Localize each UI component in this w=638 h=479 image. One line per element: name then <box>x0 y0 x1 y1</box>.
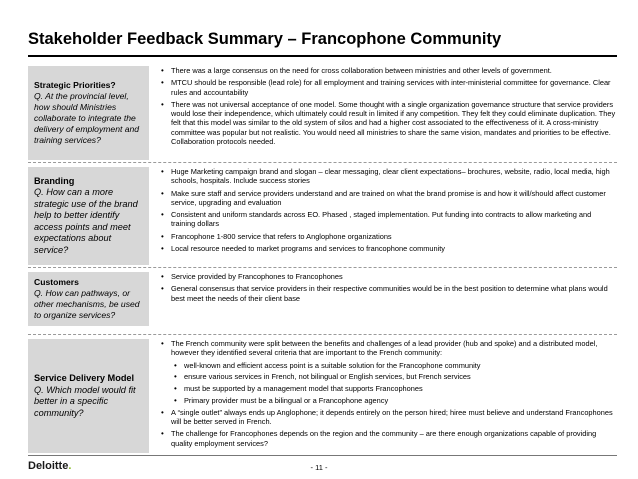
logo-text: Deloitte <box>28 460 69 472</box>
section-label-question: Q. How can a more strategic use of the brand help to better identify access points and meet expectations about service? <box>34 187 138 255</box>
section-divider <box>28 162 617 163</box>
sub-bullet-item: • well-known and efficient access point is a suitable solution for the Francophone community <box>158 361 617 370</box>
bullet-item: • General consensus that service providers in their respective communities would be in the best position to determine what plans would best meet the needs of their client base <box>158 284 617 303</box>
bullet-item: • A “single outlet” always ends up Anglophone; it depends entirely on the person hired; hiree must believe and understand Francophones will be better served in French. <box>158 408 617 427</box>
section-label-question: Q. How can pathways, or other mechanisms, be used to organize services? <box>34 288 140 320</box>
section-label-title: Branding <box>34 175 75 186</box>
sub-bullet-item: • Primary provider must be a bilingual or a Francophone agency <box>158 396 617 405</box>
logo-dot: . <box>68 460 72 472</box>
section-label-title: Service Delivery Model <box>34 373 135 383</box>
section-label-question: Q. At the provincial level, how should Ministries collaborate to integrate the delivery of employment and training services? <box>34 91 140 145</box>
section-label-box <box>28 272 149 326</box>
section-divider <box>28 334 617 335</box>
section-content <box>158 272 617 306</box>
bullet-item: • Local resource needed to market programs and services to francophone community <box>158 244 617 253</box>
section-label-box <box>28 339 149 453</box>
section-label-title: Customers <box>34 277 79 287</box>
bullet-item: • MTCU should be responsible (lead role) for all employment and training services with inter-ministerial committee for governance. Clear rules and accountability <box>158 78 617 97</box>
section-divider <box>28 267 617 268</box>
bullet-item: • Huge Marketing campaign brand and slogan – clear messaging, clear client expectations– brochures, website, radio, local media, high schools, hospitals. Include success stories <box>158 167 617 186</box>
section-label-box <box>28 66 149 160</box>
section-service-delivery-model <box>28 339 617 453</box>
section-content <box>158 167 617 256</box>
sub-bullet-item: • must be supported by a management model that supports Francophones <box>158 384 617 393</box>
section-label-title: Strategic Priorities? <box>34 80 116 90</box>
title-divider <box>28 55 617 57</box>
footer-divider <box>28 455 617 456</box>
bullet-item: • The challenge for Francophones depends on the region and the community – are there enough organizations capable of providing quality employment services? <box>158 429 617 448</box>
section-label-box <box>28 167 149 265</box>
bullet-item: • Service provided by Francophones to Francophones <box>158 272 617 281</box>
section-branding <box>28 167 617 265</box>
page-number: - 11 - <box>310 463 328 472</box>
section-label-question: Q. Which model would fit better in a specific community? <box>34 384 136 418</box>
section-content <box>158 66 617 149</box>
bullet-item: • Consistent and uniform standards across EO. Phased , staged implementation. Put funding into contracts to allow marketing and training dollars <box>158 210 617 229</box>
bullet-item: • Make sure staff and service providers understand and are trained on what the brand promise is and how it will/should affect customer service, upgrading and evaluation <box>158 189 617 208</box>
bullet-item: • There was not universal acceptance of one model. Some thought with a single organization governance structure that service providers would lose their independence, which ultimately could result in limited if any competition. They felt they could eliminate duplication. They felt that this model was similar to the old system of silos and had a higher cost associated to the effectiveness of it. A cross-ministry committee was popular but not realistic. You would need all ministries to share the same vision, mandates and priorities to be effective. Collaboration protocols needed. <box>158 100 617 146</box>
bullet-item: • The French community were split between the benefits and challenges of a lead provider (hub and spoke) and a distributed model, however they identified several criteria that are important to the French community: <box>158 339 617 358</box>
bullet-item: • Francophone 1-800 service that refers to Anglophone organizations <box>158 232 617 241</box>
sub-bullet-item: • ensure various services in French, not bilingual or English services, but French services <box>158 372 617 381</box>
section-strategic-priorities <box>28 66 617 160</box>
bullet-item: • There was a large consensus on the need for cross collaboration between ministries and other levels of government. <box>158 66 617 75</box>
section-customers <box>28 272 617 326</box>
section-content <box>158 339 617 451</box>
page-title: Stakeholder Feedback Summary – Francophone Community <box>28 30 502 48</box>
